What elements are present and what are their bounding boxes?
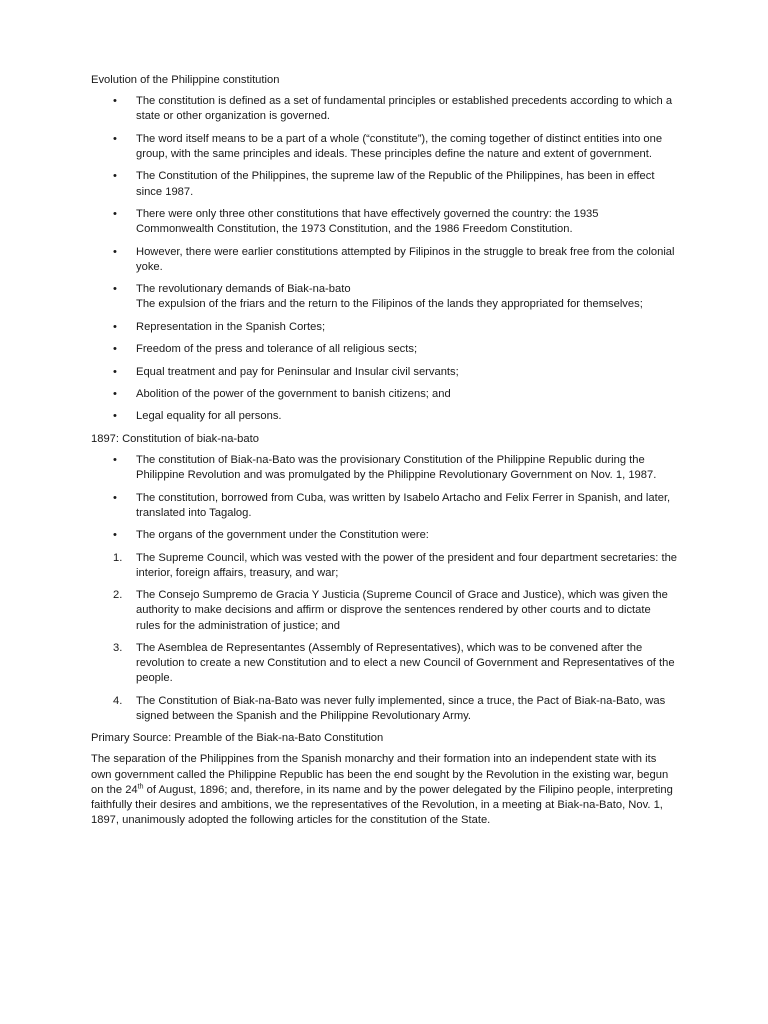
list-item [91, 387, 677, 402]
numbered-item [91, 551, 677, 581]
numbered-item-text: The Consejo Sumpremo de Gracia Y Justicia (Supreme Council of Grace and Justice), which was given the authority to make decisions and affirm or disprove the sentences rendered by other courts and to dictate rules for the administration of justice; and [136, 589, 668, 632]
bullet-marker: • [113, 343, 117, 356]
list-item-continuation: The expulsion of the friars and the return to the Filipinos of the lands they appropriated for themselves; [136, 298, 643, 311]
preamble-paragraph [91, 752, 677, 828]
ordinal-suffix: th [137, 783, 144, 791]
list-item [91, 453, 677, 483]
list-item-text: The revolutionary demands of Biak-na-bato [136, 283, 351, 296]
bullet-marker: • [113, 410, 117, 423]
numbered-item [91, 694, 677, 724]
list-item [91, 365, 677, 380]
bullet-marker: • [113, 453, 117, 466]
list-item-text: The constitution, borrowed from Cuba, was written by Isabelo Artacho and Felix Ferrer in Spanish, and later, translated into Tagalog. [136, 491, 671, 519]
bullet-list [91, 94, 677, 424]
bullet-marker: • [113, 320, 117, 333]
bullet-marker: • [113, 365, 117, 378]
list-item [91, 491, 677, 521]
number-marker: 4. [113, 694, 123, 707]
bullet-marker: • [113, 132, 117, 145]
list-item-text: The word itself means to be a part of a whole (“constitute”), the coming together of distinct entities into one group, with the same principles and ideals. These principles define the nature and extent of government. [136, 132, 663, 160]
numbered-item [91, 641, 677, 687]
section-preamble [91, 731, 677, 828]
list-item-text: The constitution of Biak-na-Bato was the provisionary Constitution of the Philippine Republic during the Philippine Revolution and was promulgated by the Philippine Revolutionary Government on Nov. 1, 1987. [136, 453, 657, 482]
bullet-marker: • [113, 387, 117, 400]
bullet-marker: • [113, 207, 117, 220]
list-item-text: However, there were earlier constitutions attempted by Filipinos in the struggle to break free from the colonial yoke. [136, 245, 675, 273]
numbered-item [91, 588, 677, 634]
list-item-text: Representation in the Spanish Cortes; [136, 320, 326, 333]
list-item [91, 342, 677, 357]
section-evolution [91, 73, 677, 425]
list-item [91, 528, 677, 543]
document-body [91, 73, 677, 835]
list-item [91, 132, 677, 162]
bullet-marker: • [113, 283, 117, 296]
list-item [91, 282, 677, 312]
list-item [91, 320, 677, 335]
list-item-text: Legal equality for all persons. [136, 410, 282, 423]
section-heading: Primary Source: Preamble of the Biak-na-Bato Constitution [91, 732, 384, 745]
list-item-text: There were only three other constitutions that have effectively governed the country: the 1935 Commonwealth Constitution, the 1973 Constitution, and the 1986 Freedom Constitution. [136, 207, 599, 236]
preamble-text-start: The separation of the Philippines from the Spanish monarchy and their formation into an independent state with its own government called the Philippine Republic has been the end sought by the Revolution in the existing war, begun on the 24 [91, 753, 669, 796]
bullet-marker: • [113, 491, 117, 504]
number-marker: 2. [113, 589, 123, 602]
section-heading: 1897: Constitution of biak-na-bato [91, 432, 259, 445]
section-heading: Evolution of the Philippine constitution [91, 74, 280, 86]
list-item-text: Freedom of the press and tolerance of all religious sects; [136, 343, 418, 356]
list-item [91, 169, 677, 199]
section-biak-na-bato [91, 432, 677, 724]
bullet-marker: • [113, 529, 117, 542]
list-item [91, 245, 677, 275]
numbered-item-text: The Supreme Council, which was vested with the power of the president and four department secretaries: the interior, foreign affairs, treasury, and war; [136, 551, 678, 579]
numbered-item-text: The Asemblea de Representantes (Assembly of Representatives), which was to be convened after the revolution to create a new Constitution and to elect a new Council of Government and Representatives of the people. [136, 641, 675, 685]
bullet-marker: • [113, 95, 117, 108]
bullet-list [91, 453, 677, 543]
bullet-marker: • [113, 245, 117, 258]
list-item-text: The Constitution of the Philippines, the supreme law of the Republic of the Philippines, has been in effect since 1987. [136, 170, 655, 198]
list-item-text: The organs of the government under the Constitution were: [136, 529, 429, 542]
list-item-text: The constitution is defined as a set of fundamental principles or established precedents according to which a state or other organization is governed. [136, 95, 673, 123]
number-marker: 3. [113, 641, 123, 654]
numbered-item-text: The Constitution of Biak-na-Bato was never fully implemented, since a truce, the Pact of Biak-na-Bato, was signed between the Spanish and the Philippine Revolutionary Army. [136, 694, 666, 722]
preamble-text-end: of August, 1896; and, therefore, in its name and by the power delegated by the Filipino people, interpreting faithfully their desires and ambitions, we the representatives of the Revolution, in a meeting at Biak-na-Bato, Nov. 1, 1897, unanimously adopted the following articles for the constitution of the State. [91, 783, 673, 827]
list-item [91, 207, 677, 237]
list-item [91, 94, 677, 124]
list-item-text: Equal treatment and pay for Peninsular and Insular civil servants; [136, 365, 459, 378]
list-item [91, 409, 677, 424]
bullet-marker: • [113, 170, 117, 183]
number-marker: 1. [113, 551, 123, 564]
numbered-list [91, 551, 677, 725]
list-item-text: Abolition of the power of the government to banish citizens; and [136, 387, 451, 400]
